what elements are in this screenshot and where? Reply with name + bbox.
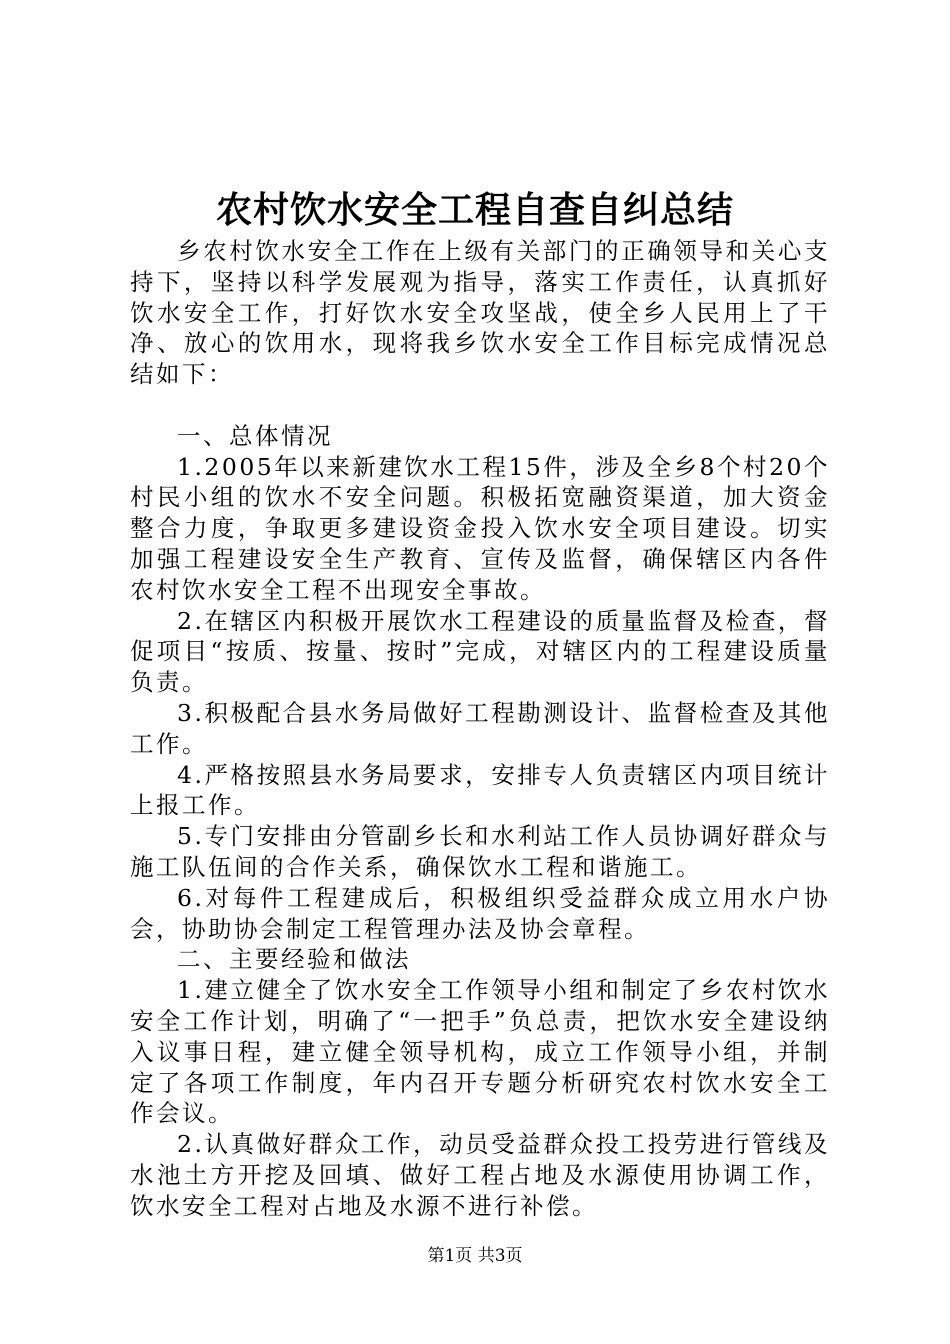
document-body: [130, 236, 830, 1222]
intro-paragraph: 乡农村饮水安全工作在上级有关部门的正确领导和关心支持下，坚持以科学发展观为指导，落实工作责任，认真抓好饮水安全工作，打好饮水安全攻坚战，使全乡人民用上了干净、放心的饮用水，现将我乡饮水安全工作目标完成情况总结如下：: [130, 237, 830, 389]
overview-item-3: 3.积极配合县水务局做好工程勘测设计、监督检查及其他工作。: [130, 698, 830, 758]
overview-item-1: 1.2005年以来新建饮水工程15件，涉及全乡8个村20个村民小组的饮水不安全问题。积极拓宽融资渠道，加大资金整合力度，争取更多建设资金投入饮水安全项目建设。切实加强工程建设安全生产教育、宣传及监督，确保辖区内各件农村饮水安全工程不出现安全事故。: [130, 452, 830, 604]
section-heading-experience: 二、主要经验和做法: [177, 945, 411, 974]
experience-item-1: 1.建立健全了饮水安全工作领导小组和制定了乡农村饮水安全工作计划，明确了“一把手”负总责，把饮水安全建设纳入议事日程，建立健全领导机构，成立工作领导小组，并制定了各项工作制度，年内召开专题分析研究农村饮水安全工作会议。: [130, 976, 830, 1128]
document-title: 农村饮水安全工程自查自纠总结: [215, 189, 734, 231]
overview-item-5: 5.专门安排由分管副乡长和水利站工作人员协调好群众与施工队伍间的合作关系，确保饮水工程和谐施工。: [130, 822, 830, 881]
overview-item-2: 2.在辖区内积极开展饮水工程建设的质量监督及检查，督促项目“按质、按量、按时”完成，对辖区内的工程建设质量负责。: [130, 606, 830, 697]
experience-item-2: 2.认真做好群众工作，动员受益群众投工投劳进行管线及水池土方开挖及回填、做好工程占地及水源使用协调工作，饮水安全工程对占地及水源不进行补偿。: [130, 1130, 830, 1220]
overview-item-6: 6.对每件工程建成后，积极组织受益群众成立用水户协会，协助协会制定工程管理办法及协会章程。: [130, 883, 830, 943]
section-heading-overview: 一、总体情况: [177, 421, 333, 450]
overview-item-4: 4.严格按照县水务局要求，安排专人负责辖区内项目统计上报工作。: [130, 760, 830, 820]
page-footer: 第1页 共3页: [427, 1246, 523, 1266]
